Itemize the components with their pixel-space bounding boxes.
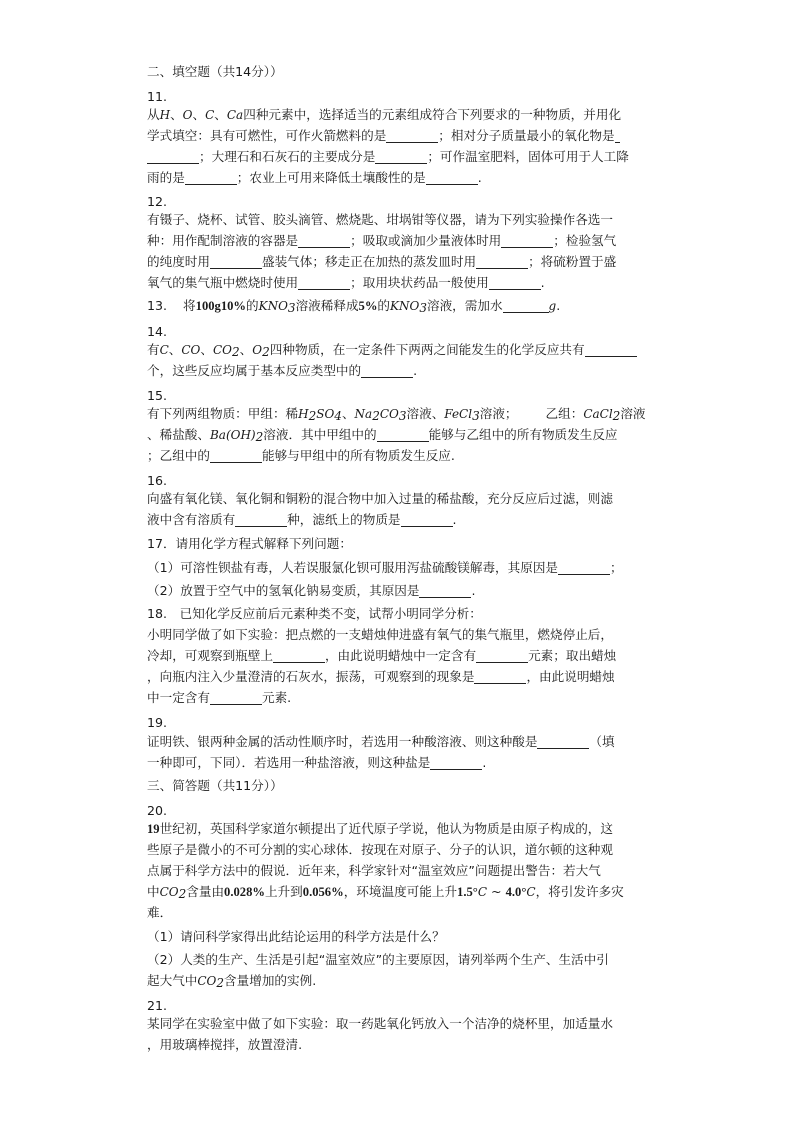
q20-line3: 点属于科学方法中的假说．近年来，科学家针对“温室效应”问题提出警告：若大气 <box>147 863 601 878</box>
q14-line1: 有C、CO、$CO_2$、$O_2$四种物质，在一定条件下两两之间能发生的化学反应共有 <box>147 340 637 360</box>
q18-line2: 冷却，可观察到瓶壁上 ，由此说明蜡烛中一定含有 元素；取出蜡烛 <box>147 648 617 663</box>
q15-line1: 有下列两组物质：甲组：稀$H_2SO_4$、$Na_2CO_3$溶液、FeCl$_3$溶液； 乙组：CaCl$_2$溶液 <box>147 406 646 423</box>
q17-heading: 17．请用化学方程式解释下列问题： <box>147 536 352 551</box>
q20-line2: 些原子是微小的不可分割的实心球体．按现在对原子、分子的认识，道尔顿的这种观 <box>147 842 613 857</box>
q21-line2: ，用玻璃棒搅拌，放置澄清. <box>147 1037 303 1052</box>
answer-blank[interactable] <box>298 234 350 248</box>
answer-blank[interactable] <box>558 561 610 575</box>
answer-blank[interactable] <box>419 584 471 598</box>
answer-blank[interactable] <box>430 756 482 770</box>
q12-line1: 有镊子、烧杯、试管、胶头滴管、燃烧匙、坩埚钳等仪器，请为下列实验操作各选一 <box>147 212 613 227</box>
q18-line1: 小明同学做了如下实验：把点燃的一支蜡烛伸进盛有氧气的集气瓶里，燃烧停止后， <box>147 627 613 642</box>
answer-blank[interactable] <box>503 299 549 313</box>
q20-sub2: （2）人类的生产、生活是引起“温室效应”的主要原因，请列举两个生产、生活中引 <box>147 952 609 967</box>
q16-line1: 向盛有氧化镁、氧化铜和铜粉的混合物中加入过量的稀盐酸，充分反应后过滤，则滤 <box>147 491 613 506</box>
q16-line2: 液中含有溶质有 种，滤纸上的物质是 . <box>147 512 457 527</box>
q21-line1: 某同学在实验室中做了如下实验：取一药匙氧化钙放入一个洁净的烧杯里，加适量水 <box>147 1016 613 1031</box>
answer-blank[interactable] <box>386 129 438 143</box>
q17-sub1: （1）可溶性钡盐有毒，人若误服氯化钡可服用泻盐硫酸镁解毒，其原因是 ； <box>147 560 623 575</box>
q18-heading: 18. 已知化学反应前后元素种类不变，试帮小明同学分析： <box>147 606 482 621</box>
q20-line5: 难． <box>147 905 173 920</box>
q17-sub2: （2）放置于空气中的氢氧化钠易变质，其原因是 . <box>147 583 476 598</box>
answer-blank[interactable] <box>298 276 350 290</box>
q12-line2: 种：用作配制溶液的容器是 ；吸取或滴加少量液体时用 ；检验氢气 <box>147 233 617 248</box>
q12-line4: 氧气的集气瓶中燃烧时使用 ；取用块状药品一般使用 . <box>147 275 545 290</box>
q18-line4: 中一定含有 元素. <box>147 690 292 705</box>
answer-blank[interactable] <box>361 364 413 378</box>
q11-line4: 雨的是 ；农业上可用来降低土壤酸性的是 . <box>147 170 482 185</box>
answer-blank[interactable] <box>273 649 325 663</box>
q20-number: 20. <box>147 803 168 818</box>
q18-line3: ，向瓶内注入少量澄清的石灰水，振荡，可观察到的现象是 ，由此说明蜡烛 <box>147 669 615 684</box>
answer-blank[interactable] <box>210 255 262 269</box>
answer-blank[interactable] <box>501 234 553 248</box>
q20-line1: 19世纪初，英国科学家道尔顿提出了近代原子学说，他认为物质是由原子构成的，这 <box>147 821 613 836</box>
q16-number: 16. <box>147 473 168 488</box>
answer-blank[interactable] <box>401 513 453 527</box>
q15-number: 15. <box>147 388 168 403</box>
q21-number: 21. <box>147 998 168 1013</box>
q11-line3: ；大理石和石灰石的主要成分是 ；可作温室肥料，固体可用于人工降 <box>147 147 629 167</box>
answer-blank[interactable] <box>210 691 262 705</box>
answer-blank[interactable] <box>489 276 541 290</box>
q15-line2: 、稀盐酸、$Ba(OH)_2$溶液．其中甲组中的 能够与乙组中的所有物质发生反应 <box>147 427 618 444</box>
q13-line: 13. 将100g10%的$KNO_3$溶液稀释成5%的$KNO_3$溶液，需加水 g. <box>147 298 561 315</box>
q12-line3: 的纯度时用 盛装气体；移走正在加热的蒸发皿时用 ；将硫粉置于盛 <box>147 254 617 269</box>
answer-blank[interactable] <box>474 670 526 684</box>
answer-blank[interactable] <box>476 255 528 269</box>
answer-blank[interactable] <box>377 428 429 442</box>
q11-number: 11. <box>147 89 168 104</box>
q19-line2: 一种即可，下同）．若选用一种盐溶液，则这种盐是 . <box>147 755 487 770</box>
answer-blank[interactable] <box>185 171 237 185</box>
q19-line1: 证明铁、银两种金属的活动性顺序时，若选用一种酸溶液、则这种酸是 （填 <box>147 734 615 749</box>
answer-blank[interactable] <box>147 150 199 164</box>
answer-blank[interactable] <box>585 343 637 357</box>
q11-line2: 学式填空：具有可燃性，可作火箭燃料的是 ；相对分子质量最小的氧化物是 <box>147 126 620 146</box>
q20-line4: 中$CO_2$含量由0.028%上升到0.056%，环境温度可能上升1.5°C ~ 4.0°C，将引发许多灾 <box>147 884 624 901</box>
q14-line2: 个，这些反应均属于基本反应类型中的 . <box>147 363 418 378</box>
q12-number: 12. <box>147 194 168 209</box>
q20-sub3: 起大气中$CO_2$含量增加的实例. <box>147 973 317 990</box>
answer-blank[interactable] <box>476 649 528 663</box>
answer-blank[interactable] <box>615 129 620 143</box>
answer-blank[interactable] <box>210 449 262 463</box>
section-heading-fill: 二、填空题（共14分）） <box>147 64 283 79</box>
q19-number: 19. <box>147 715 168 730</box>
section-heading-short: 三、简答题（共11分）） <box>147 778 283 793</box>
q15-line3: ；乙组中的 能够与甲组中的所有物质发生反应. <box>147 448 455 463</box>
answer-blank[interactable] <box>426 171 478 185</box>
q11-line1: 从H、O、C、Ca四种元素中，选择适当的元素组成符合下列要求的一种物质，并用化 <box>147 107 622 122</box>
q14-number: 14. <box>147 324 168 339</box>
answer-blank[interactable] <box>375 150 427 164</box>
answer-blank[interactable] <box>537 735 589 749</box>
q20-sub1: （1）请问科学家得出此结论运用的科学方法是什么？ <box>147 929 445 944</box>
answer-blank[interactable] <box>235 513 287 527</box>
